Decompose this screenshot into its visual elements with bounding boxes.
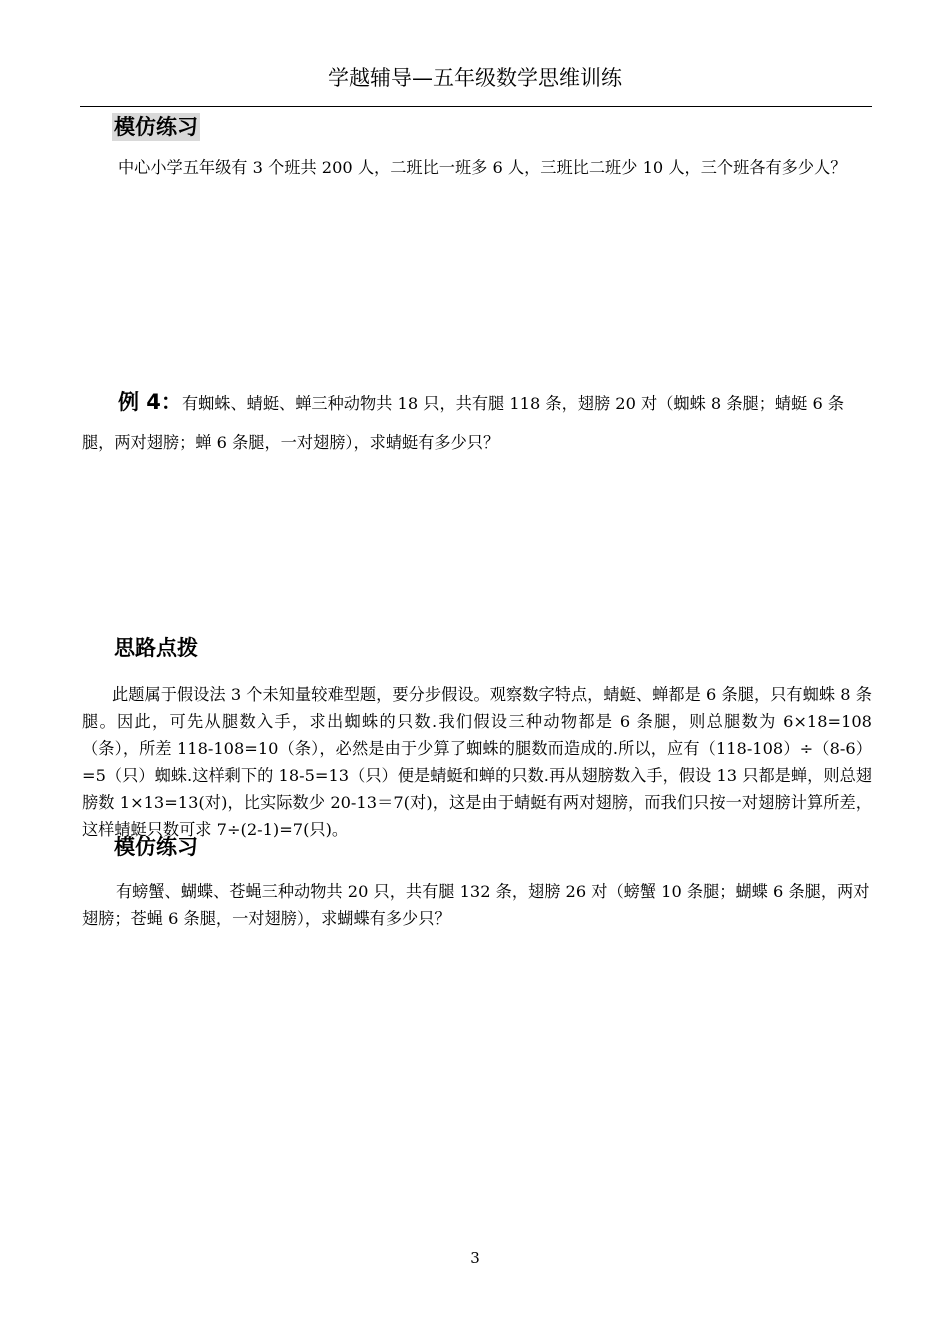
practice-heading-2: 模仿练习 — [114, 835, 198, 859]
page-number: 3 — [470, 1249, 480, 1267]
hint-text: 此题属于假设法 3 个未知量较难型题，要分步假设。观察数字特点，蜻蜓、蝉都是 6 条腿，只有蜘蛛 8 条腿。因此，可先从腿数入手，求出蜘蛛的只数.我们假设三种动物都是 6 条腿，则总腿数为 6×18=108（条），所差 118-108=10（条），必然是由于少算了蜘蛛的腿数而造成的.所以，应有（118-108）÷（8-6）=5（只）蜘蛛.这样剩下的 18-5=13（只）便是蜻蜓和蝉的只数.再从翅膀数入手，假设 13 只都是蝉，则总翅膀数 1×13=13(对)，比实际数少 20-13＝7(对)，这是由于蜻蜓有两对翅膀，而我们只按一对翅膀计算所差，这样蜻蜓只数可求 7÷(2-1)=7(只)。 — [82, 685, 872, 839]
example-4-label: 例 4： — [118, 390, 182, 414]
header-divider — [80, 106, 872, 107]
example-4-text: 有蜘蛛、蜻蜓、蝉三种动物共 18 只，共有腿 118 条，翅膀 20 对（蜘蛛 8 条腿；蜻蜓 6 条腿，两对翅膀；蝉 6 条腿，一对翅膀），求蜻蜓有多少只？ — [82, 394, 845, 452]
example-4-block — [82, 383, 872, 462]
practice-text-1: 中心小学五年级有 3 个班共 200 人，二班比一班多 6 人，三班比二班少 10 人，三个班各有多少人？ — [118, 158, 847, 177]
header-title: 学越辅导—五年级数学思维训练 — [328, 66, 622, 90]
hint-heading: 思路点拨 — [114, 636, 198, 660]
practice-heading-1: 模仿练习 — [114, 115, 198, 139]
practice-text-2: 有螃蟹、蝴蝶、苍蝇三种动物共 20 只，共有腿 132 条，翅膀 26 对（螃蟹 10 条腿；蝴蝶 6 条腿，两对翅膀；苍蝇 6 条腿，一对翅膀），求蝴蝶有多少只？ — [82, 882, 870, 928]
